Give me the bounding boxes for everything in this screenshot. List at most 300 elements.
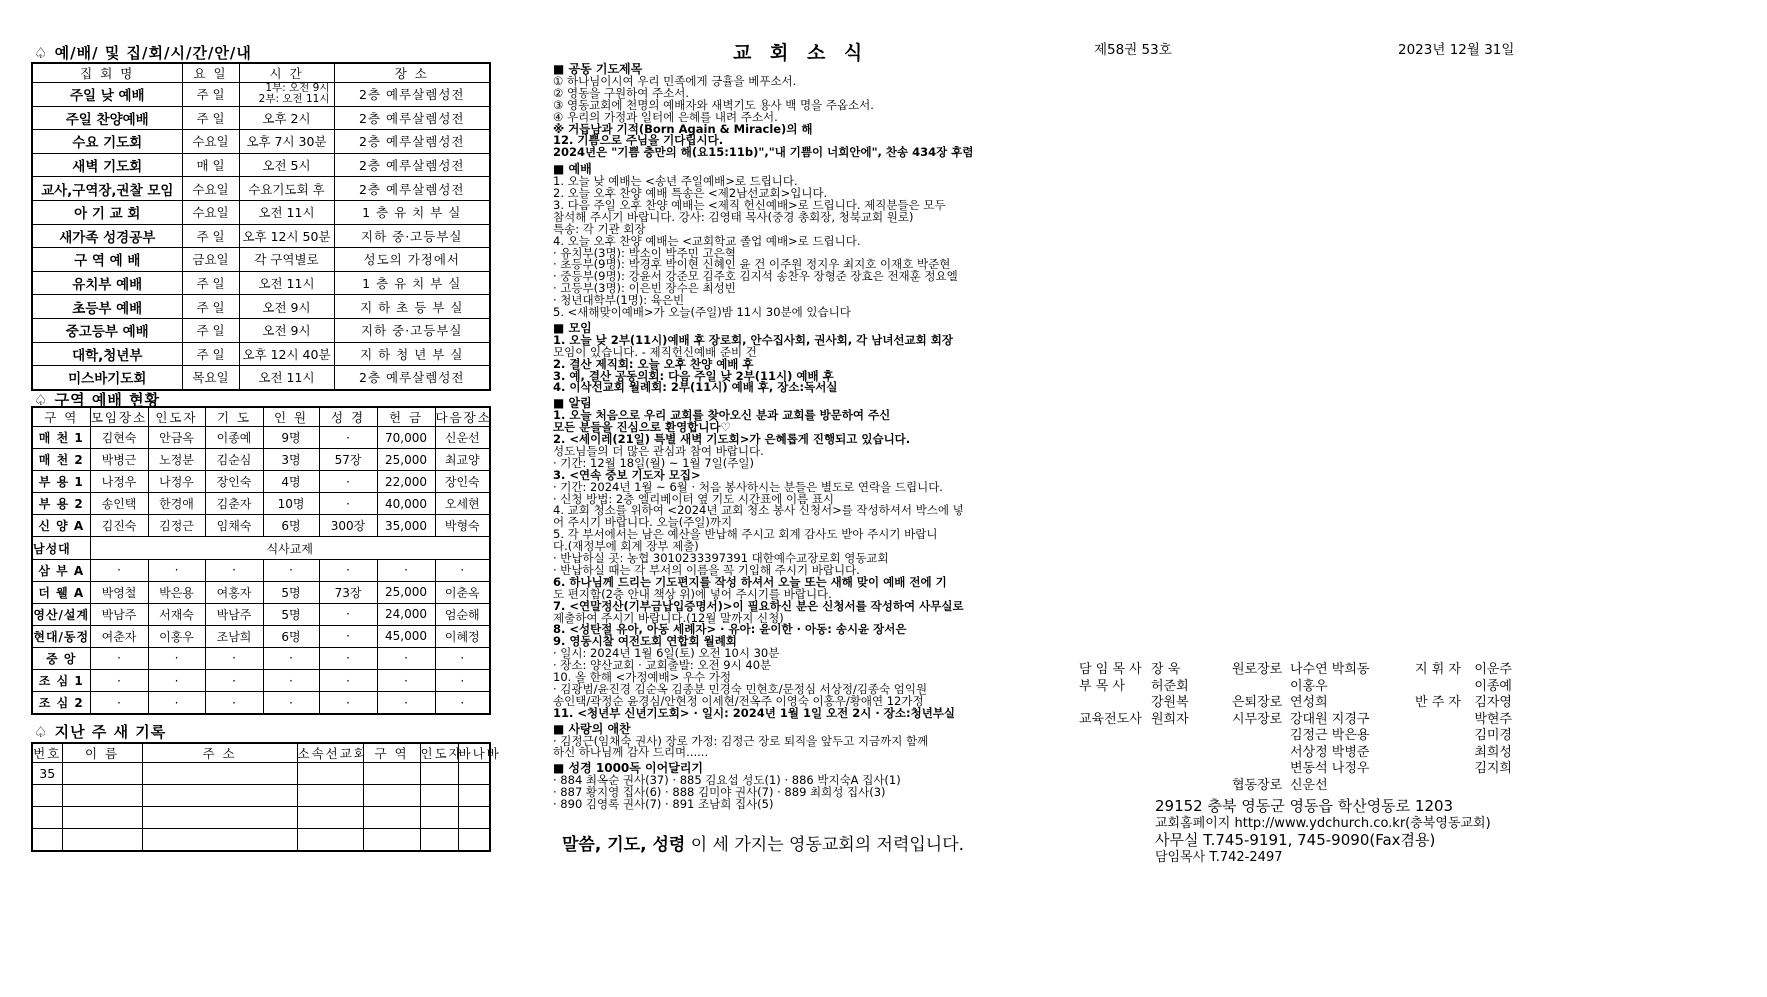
news-line: 1. 오늘 낮 2부(11시)예배 후 장로회, 안수집사회, 권사회, 각 남녀선교회 회장 xyxy=(553,332,953,347)
news-line: 11. <청년부 신년기도회> · 일시: 2024년 1월 1일 오전 2시 · 장소:청년부실 xyxy=(553,705,956,720)
district-cell: · xyxy=(435,670,490,692)
district-cell: 박형숙 xyxy=(435,515,490,537)
district-cell: 엄순해 xyxy=(435,603,490,625)
issue-date: 2023년 12월 31일 xyxy=(1398,42,1515,58)
district-name: 중 앙 xyxy=(32,647,90,669)
district-name: 남성대 xyxy=(32,537,90,559)
section-heading: ■ 성경 1000독 이어달리기 xyxy=(553,761,704,776)
district-cell: 5명 xyxy=(263,581,319,603)
district-cell: 40,000 xyxy=(377,493,435,515)
news-line: 3. <연속 중보 기도자 모집> xyxy=(553,467,701,482)
news-line: 제출하여 주시기 바랍니다.(12월 말까지 신청) xyxy=(553,610,784,625)
schedule-row xyxy=(32,130,490,154)
news-line: · 중등부(9명): 강윤서 강준모 김주호 김지석 송찬우 장형준 장효은 전재훈 정요엘 xyxy=(553,269,958,284)
district-cell: · xyxy=(377,670,435,692)
schedule-place: 1 층 유 치 부 실 xyxy=(334,200,490,224)
motto-bold: 말씀, 기도, 성령 xyxy=(562,835,686,855)
schedule-time: 수요기도회 후 xyxy=(239,177,334,201)
schedule-time: 오후 12시 50분 xyxy=(239,224,334,248)
visitor-cell: 35 xyxy=(32,763,62,785)
schedule-name: 교사,구역장,권찰 모임 xyxy=(32,177,182,201)
district-row xyxy=(32,449,490,471)
visitor-header: 바나바 xyxy=(458,743,490,763)
news-line: 도 편지함(2층 안내 책상 위)에 넣어 주시기를 바랍니다. xyxy=(553,586,832,601)
district-title: ♤ 구역 예배 현황 xyxy=(34,391,161,409)
district-row xyxy=(32,647,490,669)
staff-entry: 지 휘 자 xyxy=(1415,662,1461,677)
district-cell: · xyxy=(319,647,377,669)
schedule-time: 오전 11시 xyxy=(239,200,334,224)
district-cell: 장인숙 xyxy=(435,471,490,493)
staff-entry: 김미경 xyxy=(1474,728,1512,743)
schedule-day: 수요일 xyxy=(182,177,239,201)
news-line: 하신 하나님께 감사 드리며...... xyxy=(553,745,709,760)
district-cell: 5명 xyxy=(263,603,319,625)
news-line: 12. 기쁨으로 주님을 기다립시다. xyxy=(553,133,724,148)
visitor-cell xyxy=(62,763,142,785)
district-cell: · xyxy=(319,603,377,625)
district-cell: · xyxy=(319,692,377,715)
district-cell: · xyxy=(263,559,319,581)
schedule-time-first: 1부: 오전 9시 xyxy=(265,82,330,95)
district-cell: · xyxy=(377,647,435,669)
visitor-cell xyxy=(62,807,142,829)
visitor-cell xyxy=(363,785,420,807)
news-column xyxy=(553,63,1043,853)
schedule-day: 주 일 xyxy=(182,295,239,319)
district-cell: · xyxy=(263,647,319,669)
schedule-name: 새가족 성경공부 xyxy=(32,224,182,248)
issue-number: 제58권 53호 xyxy=(1094,42,1172,58)
visitor-header: 주 소 xyxy=(142,743,297,763)
visitor-cell xyxy=(297,829,363,852)
staff-entry: 강원복 xyxy=(1151,695,1189,710)
schedule-name: 대학,청년부 xyxy=(32,342,182,366)
section-heading: ■ 사랑의 애찬 xyxy=(553,721,631,736)
district-cell: 나정우 xyxy=(90,471,148,493)
district-cell: 박남주 xyxy=(205,603,263,625)
news-line: 특송: 각 기관 회장 xyxy=(553,221,646,236)
visitor-cell xyxy=(142,785,297,807)
news-line: 2. <세이레(21일) 특별 새벽 기도회>가 은혜롭게 진행되고 있습니다. xyxy=(553,432,911,446)
district-cell: · xyxy=(435,692,490,715)
schedule-row xyxy=(32,83,490,107)
district-cell: 이혜정 xyxy=(435,625,490,647)
staff-entry: 허준회 xyxy=(1151,678,1189,694)
visitor-cell xyxy=(297,807,363,829)
visitor-title: ♤ 지난 주 새 기록 xyxy=(34,723,167,741)
news-line: 4. 교회 청소를 위하여 <2024년 교회 청소 봉사 신청서>를 작성하셔서 박스에 넣 xyxy=(553,503,964,518)
staff-entry: 원로장로 xyxy=(1232,662,1283,677)
visitor-cell xyxy=(297,785,363,807)
district-cell: 24,000 xyxy=(377,603,435,625)
news-line: · 고등부(3명): 이은빈 장수은 최성빈 xyxy=(553,281,736,296)
district-cell: 김춘자 xyxy=(205,493,263,515)
district-cell: 6명 xyxy=(263,625,319,647)
visitor-cell xyxy=(420,807,458,829)
news-line: ④ 우리의 가정과 일터에 은혜를 내려 주소서. xyxy=(553,109,778,124)
staff-entry: 반 주 자 xyxy=(1415,695,1461,710)
district-cell: 서재숙 xyxy=(148,603,205,625)
district-cell: 여홍자 xyxy=(205,581,263,603)
district-cell: 김진숙 xyxy=(90,515,148,537)
district-cell: · xyxy=(148,670,205,692)
visitor-cell xyxy=(297,763,363,785)
news-line: 성도님들의 더 많은 관심과 참여 바랍니다. xyxy=(553,443,764,458)
news-line: · 유치부(3명): 박소이 박주민 고은혁 xyxy=(553,245,736,260)
schedule-day: 주 일 xyxy=(182,224,239,248)
visitor-cell xyxy=(32,807,62,829)
news-line: · 884 최옥순 권사(37) · 885 김요섭 성도(1) · 886 박지숙A 집사(1) xyxy=(553,773,901,788)
schedule-table xyxy=(31,62,491,391)
news-line: · 김정근(임채숙 권사) 장로 가정: 김정근 장로 퇴직을 앞두고 지금까지 함께 xyxy=(553,733,929,748)
visitor-cell xyxy=(363,807,420,829)
news-line: 송인택/곽정순 윤경심/안현정 이세현/전옥주 이영숙 이홍우/황애연 12가정 xyxy=(553,693,924,708)
district-cell: 73장 xyxy=(319,581,377,603)
contact-line: 29152 충북 영동군 영동읍 학산영동로 1203 xyxy=(1155,797,1454,815)
district-row xyxy=(32,625,490,647)
section-heading: ■ 알림 xyxy=(553,396,592,411)
news-line: 2024년은 "기쁨 충만의 해(요15:11b)","내 기쁨이 너희안에", 찬송 434장 후렴 xyxy=(553,145,974,160)
district-row xyxy=(32,427,490,449)
district-cell: 22,000 xyxy=(377,471,435,493)
district-cell: 송인택 xyxy=(90,493,148,515)
visitor-cell xyxy=(32,785,62,807)
visitor-row xyxy=(32,807,490,829)
schedule-day: 수요일 xyxy=(182,200,239,224)
visitor-cell xyxy=(62,785,142,807)
district-cell: 25,000 xyxy=(377,449,435,471)
district-cell: · xyxy=(90,692,148,715)
visitor-cell xyxy=(458,785,490,807)
district-row xyxy=(32,692,490,715)
section-heading: ■ 모임 xyxy=(553,320,592,335)
schedule-day: 주 일 xyxy=(182,83,239,107)
schedule-place: 2층 예루살렘성전 xyxy=(334,83,490,107)
district-row xyxy=(32,515,490,537)
news-line: 다.(재정부에 회계 장부 제출) xyxy=(553,539,699,554)
schedule-place: 지 하 청 년 부 실 xyxy=(334,342,490,366)
district-row xyxy=(32,603,490,625)
district-cell: 김순심 xyxy=(205,449,263,471)
news-line: 참석해 주시기 바랍니다. 강사: 김영태 목사(중경 총회장, 청북교회 원로) xyxy=(553,209,914,224)
schedule-place: 1 층 유 치 부 실 xyxy=(334,271,490,295)
schedule-row xyxy=(32,200,490,224)
schedule-place: 2층 예루살렘성전 xyxy=(334,177,490,201)
news-line: ③ 영동교회에 천명의 예배자와 새벽기도 용사 백 명을 주옵소서. xyxy=(553,97,874,112)
schedule-time: 오후 7시 30분 xyxy=(239,130,334,154)
district-cell: 25,000 xyxy=(377,581,435,603)
district-cell: 10명 xyxy=(263,493,319,515)
district-name: 삼 부 A xyxy=(32,559,90,581)
district-cell: 이춘옥 xyxy=(435,581,490,603)
news-line: · 일시: 2024년 1월 6일(토) 오전 10시 30분 xyxy=(553,646,780,661)
news-line: 4. 이삭선교회 월례회: 2부(11시) 예배 후, 장소:독서실 xyxy=(553,380,838,395)
schedule-time: 각 구역별로 xyxy=(239,248,334,272)
district-cell: 나정우 xyxy=(148,471,205,493)
schedule-row xyxy=(32,342,490,366)
staff-entry: 은퇴장로 xyxy=(1232,695,1283,710)
contact-line: 담임목사 T.742-2497 xyxy=(1155,850,1283,865)
district-cell: 신운선 xyxy=(435,427,490,449)
district-cell: · xyxy=(377,559,435,581)
district-cell: · xyxy=(263,670,319,692)
district-cell: 장인숙 xyxy=(205,471,263,493)
district-cell: 노정분 xyxy=(148,449,205,471)
motto-rest: 이 세 가지는 영동교회의 저력입니다. xyxy=(685,835,965,855)
district-cell: 김정근 xyxy=(148,515,205,537)
news-line: · 887 황지영 집사(6) · 888 김미야 권사(7) · 889 최희성 집사(3) xyxy=(553,785,886,800)
district-name: 더 웰 A xyxy=(32,581,90,603)
schedule-place: 지하 중·고등부실 xyxy=(334,318,490,342)
schedule-row xyxy=(32,153,490,177)
schedule-time: 오전 9시 xyxy=(239,318,334,342)
district-cell: 57장 xyxy=(319,449,377,471)
district-cell: 안금옥 xyxy=(148,427,205,449)
district-cell: 6명 xyxy=(263,515,319,537)
schedule-day: 매 일 xyxy=(182,153,239,177)
visitor-row xyxy=(32,829,490,852)
news-line: 5. 각 부서에서는 남은 예산을 반납해 주시고 회계 감사도 받아 주시기 바랍니 xyxy=(553,527,938,542)
district-cell: · xyxy=(319,427,377,449)
schedule-name: 유치부 예배 xyxy=(32,271,182,295)
news-line: · 장소: 양산교회 · 교회출발: 오전 9시 40분 xyxy=(553,658,772,673)
news-line: 2. 오늘 오후 찬양 예배 특송은 <제2남선교회>입니다. xyxy=(553,186,828,200)
visitor-cell xyxy=(458,807,490,829)
district-name: 영산/설계 xyxy=(32,603,90,625)
schedule-day: 주 일 xyxy=(182,342,239,366)
schedule-place: 성도의 가정에서 xyxy=(334,248,490,272)
section-heading: ■ 예배 xyxy=(553,162,592,177)
visitor-cell xyxy=(62,829,142,852)
visitor-cell xyxy=(142,829,297,852)
staff-entry: 최희성 xyxy=(1474,744,1512,760)
news-line: 1. 오늘 처음으로 우리 교회를 찾아오신 분과 교회를 방문하여 주신 xyxy=(553,408,891,423)
schedule-header: 요 일 xyxy=(182,63,239,83)
schedule-row xyxy=(32,366,490,390)
district-name: 매 천 1 xyxy=(32,427,90,449)
schedule-place: 2층 예루살렘성전 xyxy=(334,106,490,130)
schedule-time xyxy=(239,83,334,107)
district-cell: 오세현 xyxy=(435,493,490,515)
schedule-time: 오전 9시 xyxy=(239,295,334,319)
district-row xyxy=(32,559,490,581)
district-cell: · xyxy=(90,670,148,692)
district-cell: 임채숙 xyxy=(205,515,263,537)
schedule-row xyxy=(32,106,490,130)
schedule-day: 주 일 xyxy=(182,318,239,342)
contact-line: 교회홈페이지 http://www.ydchurch.co.kr(충북영동교회) xyxy=(1155,816,1491,831)
district-cell: · xyxy=(319,559,377,581)
staff-entry: 신운선 xyxy=(1290,777,1328,793)
district-row xyxy=(32,471,490,493)
news-line: 10. 올 한해 <가정예배> 우수 가정 xyxy=(553,670,732,684)
district-cell: 여춘자 xyxy=(90,625,148,647)
district-cell: · xyxy=(148,559,205,581)
visitor-header: 이 름 xyxy=(62,743,142,763)
district-name: 조 심 1 xyxy=(32,670,90,692)
staff-entry: 시무장로 xyxy=(1232,711,1283,727)
district-cell: 최교양 xyxy=(435,449,490,471)
news-line: · 기간: 2024년 1월 ~ 6월 · 처음 봉사하시는 분들은 별도로 연락을 드립니다. xyxy=(553,479,943,494)
schedule-name: 새벽 기도회 xyxy=(32,153,182,177)
news-line: 1. 오늘 낮 예배는 <송년 주일예배>로 드립니다. xyxy=(553,174,798,189)
schedule-row xyxy=(32,271,490,295)
news-line: ※ 거듭남과 기적(Born Again & Miracle)의 해 xyxy=(553,121,813,136)
staff-entry: 나수연 박희동 xyxy=(1290,662,1370,677)
visitor-header: 소속선교회 xyxy=(297,743,363,763)
staff-label: 협동장로 xyxy=(1232,777,1283,793)
news-line: · 김광범/윤진경 김순옥 김종분 민경숙 민현호/문정심 서상정/김종숙 엄익원 xyxy=(553,681,928,696)
news-line: · 신청 방법: 2층 엘리베이터 옆 기도 시간표에 이름 표시 xyxy=(553,491,835,506)
schedule-place: 지하 중·고등부실 xyxy=(334,224,490,248)
staff-entry: 부 목 사 xyxy=(1079,678,1125,694)
visitor-row xyxy=(32,763,490,785)
district-row xyxy=(32,493,490,515)
visitor-cell xyxy=(142,807,297,829)
schedule-name: 수요 기도회 xyxy=(32,130,182,154)
district-cell: 박남주 xyxy=(90,603,148,625)
district-table xyxy=(31,406,491,715)
schedule-name: 주일 찬양예배 xyxy=(32,106,182,130)
news-line: · 반납하실 때는 각 부서의 이름을 꼭 기입해 주시기 바랍니다. xyxy=(553,562,860,577)
district-cell: · xyxy=(90,647,148,669)
schedule-place: 2층 예루살렘성전 xyxy=(334,153,490,177)
news-line: · 초등부(9명): 박경후 박이현 신혜인 윤 건 이주원 정지우 최지호 이재호 박준현 xyxy=(553,257,951,272)
visitor-table xyxy=(31,742,501,852)
visitor-header: 구 역 xyxy=(363,743,420,763)
section-heading: ■ 공동 기도제목 xyxy=(553,62,643,76)
visitor-row xyxy=(32,785,490,807)
schedule-row xyxy=(32,295,490,319)
schedule-row xyxy=(32,318,490,342)
news-line: 3. 다음 주일 오후 찬양 예배는 <제직 헌신예배>로 드립니다. 제직분들은 모두 xyxy=(553,197,946,212)
district-cell: 35,000 xyxy=(377,515,435,537)
motto xyxy=(562,830,964,855)
schedule-header: 장 소 xyxy=(334,63,490,83)
district-cell: 3명 xyxy=(263,449,319,471)
staff-entry: 김자영 xyxy=(1474,695,1512,710)
schedule-name: 주일 낮 예배 xyxy=(32,83,182,107)
district-cell: 9명 xyxy=(263,427,319,449)
news-line: · 기간: 12월 18일(월) ~ 1월 7일(주일) xyxy=(553,455,754,470)
district-header: 인 원 xyxy=(263,407,319,427)
news-line: 3. 예, 결산 공동의회: 다음 주일 낮 2부(11시) 예배 후 xyxy=(553,368,834,383)
news-line: 5. <새해맞이예배>가 오늘(주일)밤 11시 30분에 있습니다 xyxy=(553,305,851,319)
news-line: 9. 영동시찰 여전도회 연합회 월례회 xyxy=(553,634,737,649)
schedule-time: 오후 12시 40분 xyxy=(239,342,334,366)
district-cell: · xyxy=(377,692,435,715)
news-line: 어 주시기 바랍니다. 오늘(주일)까지 xyxy=(553,515,733,530)
schedule-day: 수요일 xyxy=(182,130,239,154)
news-line: ② 영동을 구원하여 주소서. xyxy=(553,85,690,100)
visitor-header: 번호 xyxy=(32,743,62,763)
district-cell: · xyxy=(435,647,490,669)
district-cell: · xyxy=(148,692,205,715)
schedule-title: ♤ 예/배/ 및 집/회/시/간/안/내 xyxy=(34,44,252,62)
visitor-cell xyxy=(458,763,490,785)
schedule-time: 오전 5시 xyxy=(239,153,334,177)
staff-entry: 이홍우 xyxy=(1290,678,1328,694)
district-name: 매 천 2 xyxy=(32,449,90,471)
staff-entry: 원희자 xyxy=(1151,711,1189,727)
staff-entry: 담 임 목 사 xyxy=(1079,662,1142,677)
schedule-name: 중고등부 예배 xyxy=(32,318,182,342)
visitor-header: 인도자 xyxy=(420,743,458,763)
district-cell: 박병근 xyxy=(90,449,148,471)
district-header: 인도자 xyxy=(148,407,205,427)
schedule-name: 미스바기도회 xyxy=(32,366,182,390)
district-cell: 4명 xyxy=(263,471,319,493)
district-row xyxy=(32,537,490,559)
district-header: 모임장소 xyxy=(90,407,148,427)
staff-entry: 김지희 xyxy=(1474,761,1512,776)
news-line: 4. 오늘 오후 찬양 예배는 <교회학교 졸업 예배>로 드립니다. xyxy=(553,233,861,248)
schedule-day: 금요일 xyxy=(182,248,239,272)
district-header: 성 경 xyxy=(319,407,377,427)
district-cell: · xyxy=(205,692,263,715)
staff-entry: 김정근 박은용 xyxy=(1290,728,1370,743)
district-cell: 식사교제 xyxy=(90,537,490,559)
news-line: 6. 하나님께 드리는 기도편지를 작성 하셔서 오늘 또는 새해 맞이 예배 전에 기 xyxy=(553,574,947,589)
district-row xyxy=(32,581,490,603)
district-cell: · xyxy=(319,471,377,493)
schedule-day: 주 일 xyxy=(182,106,239,130)
schedule-row xyxy=(32,224,490,248)
district-cell: · xyxy=(319,670,377,692)
schedule-place: 2층 예루살렘성전 xyxy=(334,130,490,154)
district-cell: · xyxy=(205,647,263,669)
schedule-name: 구 역 예 배 xyxy=(32,248,182,272)
visitor-cell xyxy=(420,763,458,785)
staff-entry: 이운주 xyxy=(1474,662,1512,677)
district-name: 현대/동정 xyxy=(32,625,90,647)
district-cell: · xyxy=(205,670,263,692)
district-cell: 박은용 xyxy=(148,581,205,603)
staff-entry: 연성희 xyxy=(1290,695,1328,710)
district-row xyxy=(32,670,490,692)
schedule-place: 2층 예루살렘성전 xyxy=(334,366,490,390)
district-cell: 김현숙 xyxy=(90,427,148,449)
news-line: · 890 김영록 권사(7) · 891 조남희 집사(5) xyxy=(553,797,774,811)
district-cell: · xyxy=(148,647,205,669)
schedule-time-second: 2부: 오전 11시 xyxy=(258,93,330,106)
schedule-header: 집 회 명 xyxy=(32,63,182,83)
district-header: 구 역 xyxy=(32,407,90,427)
news-line: 2. 결산 제직회: 오늘 오후 찬양 예배 후 xyxy=(553,356,754,371)
news-line: · 반납하실 곳: 농협 3010233397391 대한예수교장로회 영동교회 xyxy=(553,551,889,565)
district-cell: 70,000 xyxy=(377,427,435,449)
district-name: 부 용 2 xyxy=(32,493,90,515)
staff-entry: 서상정 박병준 xyxy=(1290,744,1370,760)
district-cell: · xyxy=(263,692,319,715)
schedule-place: 지 하 초 등 부 실 xyxy=(334,295,490,319)
visitor-cell xyxy=(458,829,490,852)
district-cell: · xyxy=(319,625,377,647)
schedule-row xyxy=(32,177,490,201)
district-name: 조 심 2 xyxy=(32,692,90,715)
news-line: ① 하나님이시여 우리 민족에게 긍휼을 베푸소서. xyxy=(553,73,797,88)
schedule-day: 주 일 xyxy=(182,271,239,295)
news-line: 7. <연말정산(기부금납입증명서)>이 필요하신 분은 신청서를 작성하여 사무실로 xyxy=(553,598,964,613)
visitor-cell xyxy=(142,763,297,785)
news-line: · 청년대학부(1명): 육은빈 xyxy=(553,293,685,308)
schedule-name: 초등부 예배 xyxy=(32,295,182,319)
district-header: 헌 금 xyxy=(377,407,435,427)
contact-info xyxy=(1155,798,1491,866)
schedule-time: 오후 2시 xyxy=(239,106,334,130)
page-title: 교 회 소 식 xyxy=(733,42,869,64)
